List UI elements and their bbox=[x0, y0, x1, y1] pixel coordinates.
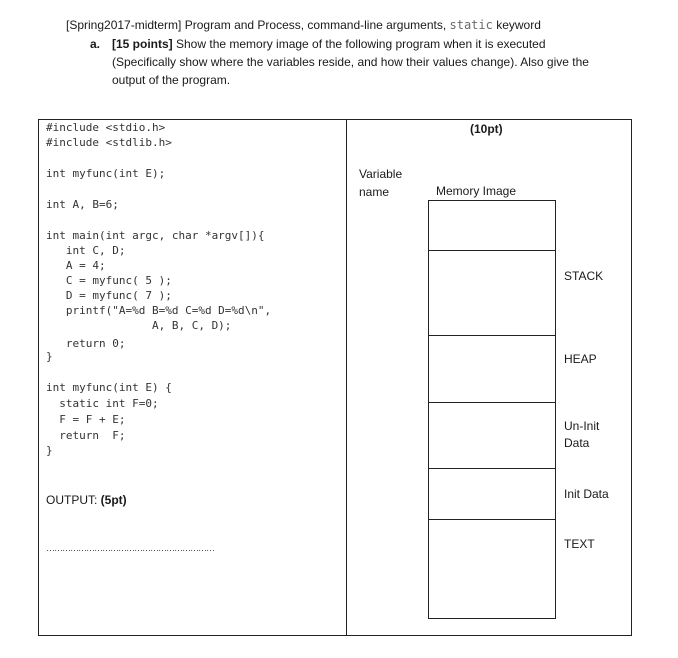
points-label: [15 points] bbox=[112, 37, 173, 51]
code-line: F = F + E; bbox=[46, 413, 126, 426]
init-data-label: Init Data bbox=[564, 487, 609, 501]
heap-label: HEAP bbox=[564, 352, 597, 366]
code-line: D = myfunc( 7 ); bbox=[46, 289, 172, 302]
uninit-label: Un-Init bbox=[564, 419, 600, 433]
code-line: static int F=0; bbox=[46, 397, 159, 410]
question-header-line4: output of the program. bbox=[112, 73, 231, 87]
code-line: return F; bbox=[46, 429, 126, 442]
question-header-line3: (Specifically show where the variables reside, and how their values change). Also give the bbox=[112, 55, 589, 69]
code-line: A = 4; bbox=[46, 259, 106, 272]
stack-label: STACK bbox=[564, 269, 604, 283]
code-line: int myfunc(int E) { bbox=[46, 381, 172, 394]
code-line: printf("A=%d B=%d C=%d D=%d\n", bbox=[46, 304, 272, 317]
uninit-data-region[interactable] bbox=[428, 402, 556, 469]
item-marker: a. bbox=[90, 37, 101, 51]
code-line: A, B, C, D); bbox=[46, 319, 232, 332]
code-line: } bbox=[46, 444, 53, 457]
output-label: OUTPUT: (5pt) bbox=[46, 493, 127, 507]
init-data-region[interactable] bbox=[428, 468, 556, 520]
code-line: int main(int argc, char *argv[]){ bbox=[46, 229, 265, 242]
code-line: C = myfunc( 5 ); bbox=[46, 274, 172, 287]
frame-divider bbox=[346, 119, 347, 636]
output-points: (5pt) bbox=[100, 493, 127, 507]
memory-box-top[interactable] bbox=[428, 200, 556, 251]
code-line: #include <stdlib.h> bbox=[46, 136, 172, 149]
code-line: #include <stdio.h> bbox=[46, 121, 166, 134]
text-region[interactable] bbox=[428, 519, 556, 619]
text-segment-label: TEXT bbox=[564, 537, 595, 551]
output-answer-blank[interactable]: ……………………………………………………… bbox=[46, 543, 214, 553]
code-line: int myfunc(int E); bbox=[46, 167, 166, 180]
uninit-data-label: Data bbox=[564, 436, 590, 450]
code-line: return 0; bbox=[46, 337, 126, 350]
heap-region[interactable] bbox=[428, 335, 556, 403]
variable-name-label-1: Variable bbox=[359, 167, 403, 181]
code-line: } bbox=[46, 350, 53, 363]
memory-points: (10pt) bbox=[470, 122, 503, 136]
question-header-line1: [Spring2017-midterm] Program and Process, command-line arguments, static keyword bbox=[66, 18, 541, 32]
memory-image-label: Memory Image bbox=[436, 184, 517, 198]
stack-region[interactable] bbox=[428, 250, 556, 336]
question-header-line2: [15 points] Show the memory image of the following program when it is executed bbox=[112, 37, 546, 51]
code-line: int A, B=6; bbox=[46, 198, 119, 211]
variable-name-label-2: name bbox=[359, 185, 390, 199]
static-keyword: static bbox=[449, 18, 493, 32]
code-line: int C, D; bbox=[46, 244, 126, 257]
